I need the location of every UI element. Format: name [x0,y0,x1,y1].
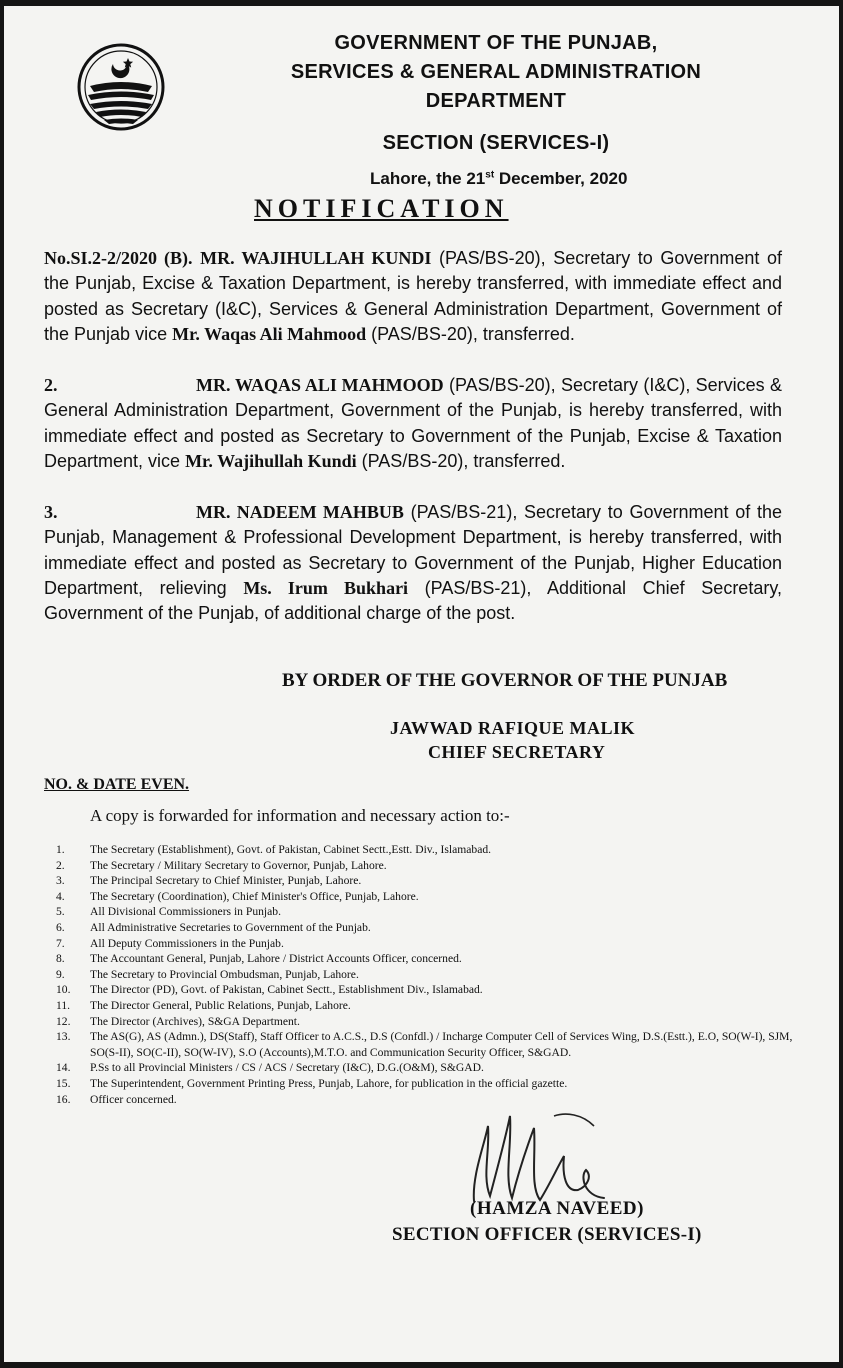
vice-officer-name: Mr. Waqas Ali Mahmood [172,323,367,344]
punjab-emblem-icon [76,42,166,132]
section-officer-name: (HAMZA NAVEED) [470,1198,644,1219]
list-item: 6. All Administrative Secretaries to Government of the Punjab. [56,920,371,934]
paragraph-text: (PAS/BS-21), Secretary to Government of the Punjab, Management & Professional Development Department, is hereby transferred, with immediate effect and posted as Secretary to Government of the Punjab, Higher Education Department, relieving [44,502,782,598]
paragraph-3 [44,500,782,626]
notification-page [4,6,839,1362]
list-item: 11. The Director General, Public Relations, Punjab, Lahore. [56,998,351,1012]
list-item: 4. The Secretary (Coordination), Chief Minister's Office, Punjab, Lahore. [56,889,419,903]
copy-forwarded-line: A copy is forwarded for information and necessary action to:- [90,806,510,825]
list-item: 5. All Divisional Commissioners in Punjab. [56,905,281,919]
no-and-date-even: NO. & DATE EVEN. [44,776,190,793]
list-item: 8. The Accountant General, Punjab, Lahore / District Accounts Officer, concerned. [56,952,462,966]
paragraph-number: 3. [44,502,58,522]
paragraph-text: (PAS/BS-20), Secretary (I&C), Services & General Administration Department, Government of the Punjab, is hereby transferred, with immediate effect and posted as Secretary to Government of the Punjab, Excise & Taxation Department, vice [44,375,782,471]
list-item: 12. The Director (Archives), S&GA Department. [56,1014,300,1028]
paragraph-number: 2. [44,375,58,395]
paragraph-tail: (PAS/BS-21), Additional Chief Secretary, Government of the Punjab, of additional charge of the post. [44,577,782,624]
list-item: 10. The Director (PD), Govt. of Pakistan, Cabinet Sectt., Establishment Div., Islamabad. [56,983,483,997]
list-item: 2. The Secretary / Military Secretary to Governor, Punjab, Lahore. [56,858,387,872]
paragraph-text: (PAS/BS-20), Secretary to Government of the Punjab, Excise & Taxation Department, is hereby transferred, with immediate effect and posted as Secretary (I&C), Services & General Administration Department, Government of the Punjab vice [44,248,782,344]
distribution-list [56,842,796,1107]
paragraph-tail: (PAS/BS-20), transferred. [356,450,566,471]
list-item: 16. Officer concerned. [56,1092,177,1106]
date-superscript: st [485,169,495,181]
list-item: 7. All Deputy Commissioners in the Punjab. [56,936,284,950]
officer-name: MR. WAQAS ALI MAHMOOD [196,375,444,395]
list-item: 15. The Superintendent, Government Printing Press, Punjab, Lahore, for publication in the official gazette. [56,1076,568,1090]
chief-secretary-designation: CHIEF SECRETARY [428,742,606,762]
header-line-1: GOVERNMENT OF THE PUNJAB, [334,32,658,54]
paragraph-1 [44,246,782,347]
header-line-2: SERVICES & GENERAL ADMINISTRATION [290,61,702,83]
paragraph-2 [44,373,782,474]
paragraph-tail: (PAS/BS-20), transferred. [366,323,575,344]
notification-title: NOTIFICATION [254,194,509,223]
list-item: 13. The AS(G), AS (Admn.), DS(Staff), Staff Officer to A.C.S., D.S (Confdl.) / Incharge Computer Cell of Services Wing, D.S.(Estt.), E.O, SO(W-I), SJM, SO(S-II), SO(C-II), SO(W-IV), S.O (Accounts),M.T.O. and Communication Security Officer, S&GAD. [56,1030,793,1059]
vice-officer-name: Mr. Wajihullah Kundi [185,450,357,471]
notification-date [370,169,627,189]
section-heading: SECTION (SERVICES-I) [382,132,610,154]
relieved-officer-name: Ms. Irum Bukhari [243,577,409,598]
officer-name: MR. NADEEM MAHBUB [196,502,404,522]
section-officer-designation: SECTION OFFICER (SERVICES-I) [392,1224,702,1245]
reference-number: No.SI.2-2/2020 (B). [44,248,193,268]
chief-secretary-name: JAWWAD RAFIQUE MALIK [390,718,636,738]
header-line-3: DEPARTMENT [425,90,567,112]
list-item: 14. P.Ss to all Provincial Ministers / CS / ACS / Secretary (I&C), D.G.(O&M), S&GAD. [56,1061,484,1075]
list-item: 3. The Principal Secretary to Chief Minister, Punjab, Lahore. [56,874,362,888]
date-prefix: Lahore, the 21 [370,169,486,188]
date-suffix: December, 2020 [494,169,628,188]
by-order-line: BY ORDER OF THE GOVERNOR OF THE PUNJAB [282,670,728,691]
officer-name: MR. WAJIHULLAH KUNDI [200,248,432,268]
list-item: 9. The Secretary to Provincial Ombudsman, Punjab, Lahore. [56,967,359,981]
list-item: 1. The Secretary (Establishment), Govt. of Pakistan, Cabinet Sectt.,Estt. Div., Islamabad. [56,843,492,856]
